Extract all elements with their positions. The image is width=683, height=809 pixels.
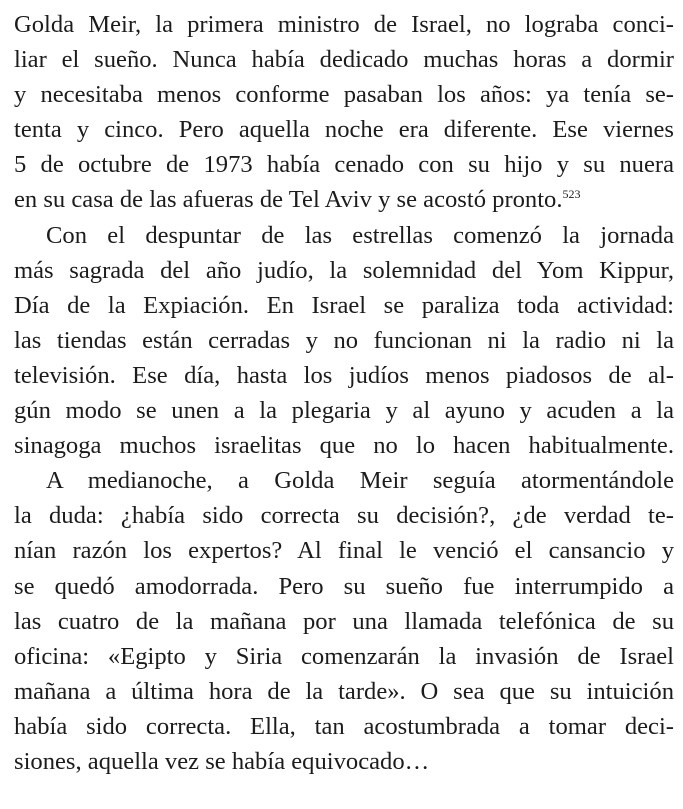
text-line-with-footnote	[14, 182, 674, 217]
paragraph-3	[14, 463, 674, 779]
text-line: nían razón los expertos? Al final le venció el cansancio y	[14, 537, 674, 565]
text-line: gún modo se unen a la plegaria y al ayuno y acuden a la	[14, 397, 674, 425]
text-line: liar el sueño. Nunca había dedicado muchas horas a dormir	[14, 46, 674, 74]
text-line: Golda Meir, la primera ministro de Israel, no lograba conci-	[14, 11, 674, 38]
text-line: Día de la Expiación. En Israel se paraliza toda actividad:	[14, 291, 674, 319]
text-line: las cuatro de la mañana por una llamada telefónica de su	[14, 607, 674, 635]
page-body	[14, 7, 674, 779]
text-line: más sagrada del año judío, la solemnidad del Yom Kippur,	[14, 256, 674, 284]
paragraph-1	[14, 7, 674, 218]
paragraph-2	[14, 218, 674, 464]
text-line: 5 de octubre de 1973 había cenado con su hijo y su nuera	[14, 151, 674, 179]
text-line: la duda: ¿había sido correcta su decisión?, ¿de verdad te-	[14, 502, 674, 530]
text-line: oficina: «Egipto y Siria comenzarán la invasión de Israel	[14, 642, 674, 670]
text-line: sinagoga muchos israelitas que no lo hacen habitualmente.	[14, 432, 674, 460]
text-line: A medianoche, a Golda Meir seguía atormentándole	[46, 467, 674, 495]
text-line: mañana a última hora de la tarde». O sea que su intuición	[14, 677, 674, 705]
text-line: las tiendas están cerradas y no funcionan ni la radio ni la	[14, 326, 674, 354]
text-line-content: en su casa de las afueras de Tel Aviv y se acostó pronto.	[14, 186, 563, 214]
footnote-marker: 523	[562, 187, 581, 202]
text-line: siones, aquella vez se había equivocado…	[14, 747, 430, 775]
text-line: Con el despuntar de las estrellas comenzó la jornada	[46, 221, 674, 249]
text-line: y necesitaba menos conforme pasaban los años: ya tenía se-	[14, 81, 674, 109]
text-line: se quedó amodorrada. Pero su sueño fue interrumpido a	[14, 572, 674, 600]
text-line: había sido correcta. Ella, tan acostumbrada a tomar deci-	[14, 712, 674, 740]
text-line: televisión. Ese día, hasta los judíos menos piadosos de al-	[14, 361, 674, 389]
text-line: tenta y cinco. Pero aquella noche era diferente. Ese viernes	[14, 116, 674, 144]
